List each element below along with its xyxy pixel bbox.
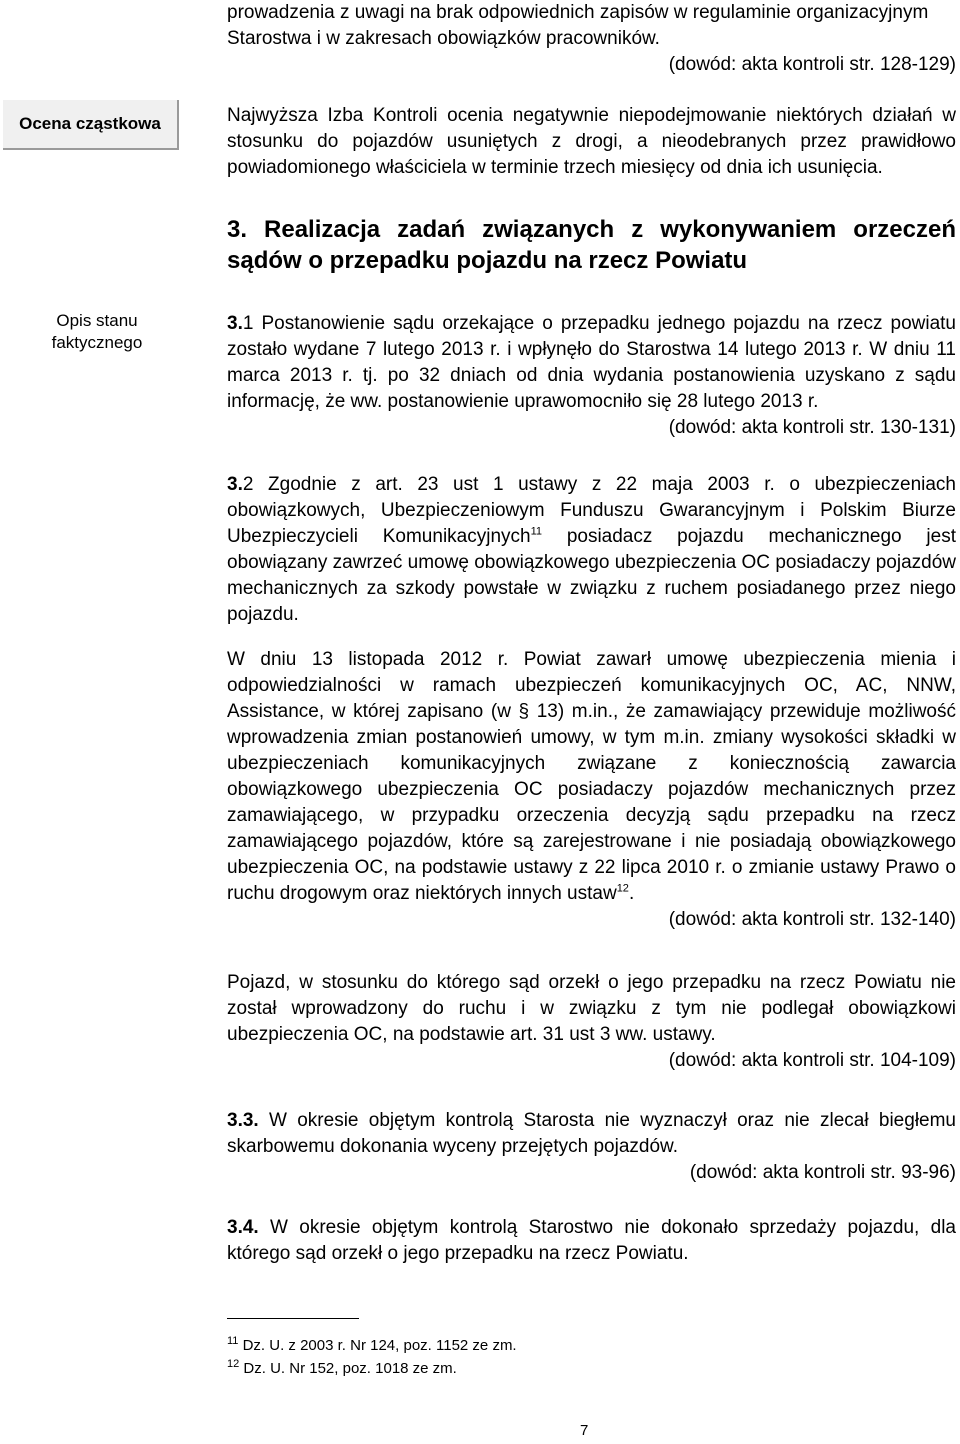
paragraph-3-1 <box>227 311 956 441</box>
paragraph-body: W okresie objętym kontrolą Starostwo nie dokonało sprzedaży pojazdu, dla którego sąd orzekł o jego przepadku na rzecz Powiatu. <box>227 1217 956 1264</box>
paragraph-number-suffix: 1 <box>242 313 254 334</box>
paragraph-3-4-text <box>227 1215 956 1267</box>
paragraph-insurance-text <box>227 647 956 907</box>
assessment-paragraph <box>227 103 956 181</box>
paragraph-3-4 <box>227 1215 956 1267</box>
paragraph-body: W okresie objętym kontrolą Starosta nie wyznaczył oraz nie zlecał biegłemu skarbowemu dokonania wyceny przejętych pojazdów. <box>227 1110 956 1157</box>
paragraph-number: 3.3. <box>227 1110 259 1131</box>
evidence-reference: (dowód: akta kontroli str. 104-109) <box>668 1050 956 1071</box>
paragraph-vehicle <box>227 970 956 1074</box>
paragraph-body: Postanowienie sądu orzekające o przepadku jednego pojazdu na rzecz powiatu zostało wydane 7 lutego 2013 r. i wpłynęło do Starostwa 14 lutego 2013 r. W dniu 11 marca 2013 r. tj. po 32 dniach od dnia wydania postanowienia uzyskano z sądu informację, że ww. postanowienie uprawomocniło się 28 lutego 2013 r. <box>227 313 956 412</box>
footnote-text: Dz. U. z 2003 r. Nr 124, poz. 1152 ze zm. <box>238 1337 517 1354</box>
footnote-number: 11 <box>227 1335 239 1347</box>
assessment-text: Najwyższa Izba Kontroli ocenia negatywnie niepodejmowanie niektórych działań w stosunku do pojazdów usuniętych z drogi, a nieodebranych przez prawidłowo powiadomionego właściciela w terminie trzech miesięcy od dnia ich usunięcia. <box>227 105 956 178</box>
footnote-ref[interactable]: 11 <box>530 525 543 538</box>
paragraph-body: Zgodnie z art. 23 ust 1 ustawy z 22 maja 2003 r. o ubezpieczeniach obowiązkowych, Ubezpieczeniowym Funduszu Gwarancyjnym i Polskim Biurze Ubezpieczycieli Komunikacyjnych <box>227 474 957 547</box>
evidence-reference: (dowód: akta kontroli str. 132-140) <box>668 909 956 930</box>
section-heading <box>227 214 956 276</box>
continuation-line-1: prowadzenia z uwagi na brak odpowiednich zapisów w regulaminie organizacyjnym <box>227 2 929 23</box>
footnote-number: 12 <box>227 1358 240 1370</box>
page-number: 7 <box>580 1422 589 1439</box>
paragraph-3-1-text <box>227 311 956 415</box>
paragraph-3-3 <box>227 1108 956 1186</box>
section-heading-text: 3. Realizacja zadań związanych z wykonywaniem orzeczeń sądów o przepadku pojazdu na rzecz Powiatu <box>227 216 956 274</box>
paragraph-vehicle-text: Pojazd, w stosunku do którego sąd orzekł o jego przepadku na rzecz Powiatu nie został wprowadzony do ruchu i w związku z tym nie podlegał obowiązkowi ubezpieczenia OC, na podstawie art. 31 ust 3 ww. ustawy. <box>227 972 956 1045</box>
paragraph-body-cont: . <box>628 883 635 904</box>
paragraph-3-2 <box>227 472 956 628</box>
paragraph-3-3-text <box>227 1108 956 1160</box>
evidence-reference: (dowód: akta kontroli str. 128-129) <box>668 54 956 75</box>
paragraph-number-suffix: 2 <box>242 474 254 495</box>
paragraph-number: 3.4. <box>227 1217 259 1238</box>
paragraph-body-cont: posiadacz pojazdu mechanicznego jest obowiązany zawrzeć umowę obowiązkowego ubezpieczenia OC posiadaczy pojazdów mechanicznych za szkody powstałe w związku z ruchem posiadanego przez niego pojazdu. <box>227 526 956 625</box>
partial-assessment-label <box>3 100 179 150</box>
paragraph-number: 3. <box>227 313 243 334</box>
paragraph-3-2-text <box>227 472 956 628</box>
continuation-line-2: Starostwa i w zakresach obowiązków pracowników. <box>227 28 660 49</box>
evidence-reference: (dowód: akta kontroli str. 93-96) <box>689 1162 956 1183</box>
continuation-paragraph <box>227 0 956 78</box>
paragraph-number: 3. <box>227 474 243 495</box>
footnote-12 <box>227 1359 457 1379</box>
evidence-reference: (dowód: akta kontroli str. 130-131) <box>668 417 956 438</box>
paragraph-body: W dniu 13 listopada 2012 r. Powiat zawarł umowę ubezpieczenia mienia i odpowiedzialności w ramach ubezpieczeń komunikacyjnych OC, AC, NNW, Assistance, w której zapisano (w § 13) m.in., że zamawiający przewiduje możliwość wprowadzenia zmian postanowień umowy, w tym m.in. zmiany wysokości składki w ubezpieczeniach komunikacyjnych związane z koniecznością zawarcia obowiązkowego ubezpieczenia OC posiadaczy pojazdów mechanicznych przez zamawiającego, w przypadku orzeczenia decyzją sądu przepadku na rzecz zamawiającego pojazdów, które są zarejestrowane i nie posiadają obowiązkowego ubezpieczenia OC, na podstawie ustawy z 22 lipca 2010 r. o zmianie ustawy Prawo o ruchu drogowym oraz niektórych innych ustaw <box>227 649 956 904</box>
factual-state-text: Opis stanu faktycznego <box>51 311 143 352</box>
partial-assessment-text: Ocena cząstkowa <box>19 114 161 133</box>
footnote-ref[interactable]: 12 <box>616 882 629 895</box>
footnote-text: Dz. U. Nr 152, poz. 1018 ze zm. <box>239 1360 457 1377</box>
factual-state-label <box>10 310 184 354</box>
paragraph-insurance-contract <box>227 647 956 933</box>
footnote-separator <box>227 1318 359 1319</box>
footnote-11 <box>227 1336 517 1356</box>
